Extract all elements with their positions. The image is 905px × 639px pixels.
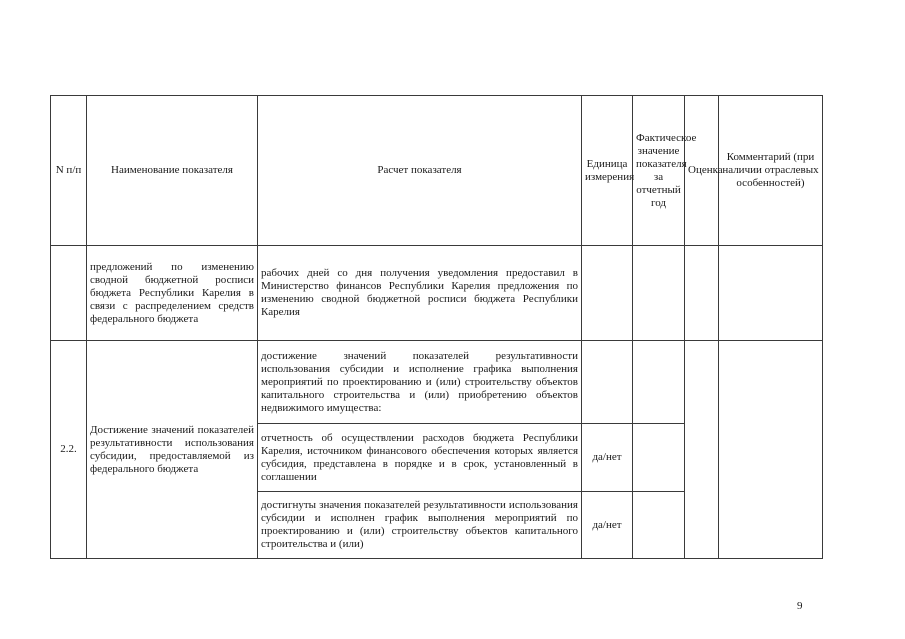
header-score: Оценка	[685, 96, 719, 246]
cell-unit-sub1: да/нет	[582, 424, 633, 492]
header-indicator-name: Наименование показателя	[87, 96, 258, 246]
cell-number-empty	[51, 246, 87, 341]
header-comment: Комментарий (при наличии отраслевых особенностей)	[719, 96, 823, 246]
cell-calculation-sub2: достигнуты значения показателей результативности использования субсидии и исполнен график выполнения мероприятий по проектированию и (или) строительству объектов капитального строительства и (или)	[258, 492, 582, 559]
header-unit: Единица измерения	[582, 96, 633, 246]
cell-indicator-name: предложений по изменению сводной бюджетной росписи бюджета Республики Карелия в связи с распределением средств федерального бюджета	[87, 246, 258, 341]
indicator-table	[50, 95, 823, 559]
cell-actual-empty	[633, 246, 685, 341]
cell-calculation-intro: достижение значений показателей результативности использования субсидии и исполнение графика выполнения мероприятий по проектированию и (или) строительству объектов капитального строительства и (или) приобретению объектов недвижимого имущества:	[258, 341, 582, 424]
header-number: N п/п	[51, 96, 87, 246]
cell-unit-empty	[582, 246, 633, 341]
cell-actual-empty	[633, 424, 685, 492]
header-row	[51, 96, 823, 246]
cell-indicator-name: Достижение значений показателей результативности использования субсидии, предоставляемой из федерального бюджета	[87, 341, 258, 559]
header-calculation: Расчет показателя	[258, 96, 582, 246]
cell-score-empty	[685, 246, 719, 341]
cell-comment-empty	[719, 246, 823, 341]
cell-score-empty	[685, 341, 719, 559]
cell-actual-empty	[633, 492, 685, 559]
table-row-continuation	[51, 246, 823, 341]
page-number: 9	[797, 600, 803, 612]
cell-row-number: 2.2.	[51, 341, 87, 559]
cell-actual-empty	[633, 341, 685, 424]
cell-unit-empty	[582, 341, 633, 424]
cell-comment-empty	[719, 341, 823, 559]
cell-calculation: рабочих дней со дня получения уведомления предоставил в Министерство финансов Республики Карелия предложения по изменению сводной бюджетной росписи бюджета Республики Карелия	[258, 246, 582, 341]
cell-unit-sub2: да/нет	[582, 492, 633, 559]
table-row-2-2	[51, 341, 823, 424]
cell-calculation-sub1: отчетность об осуществлении расходов бюджета Республики Карелия, источником финансового обеспечения которых является субсидия, представлена в порядке и в срок, установленный в соглашении	[258, 424, 582, 492]
header-actual-value: Фактическое значение показателя за отчетный год	[633, 96, 685, 246]
